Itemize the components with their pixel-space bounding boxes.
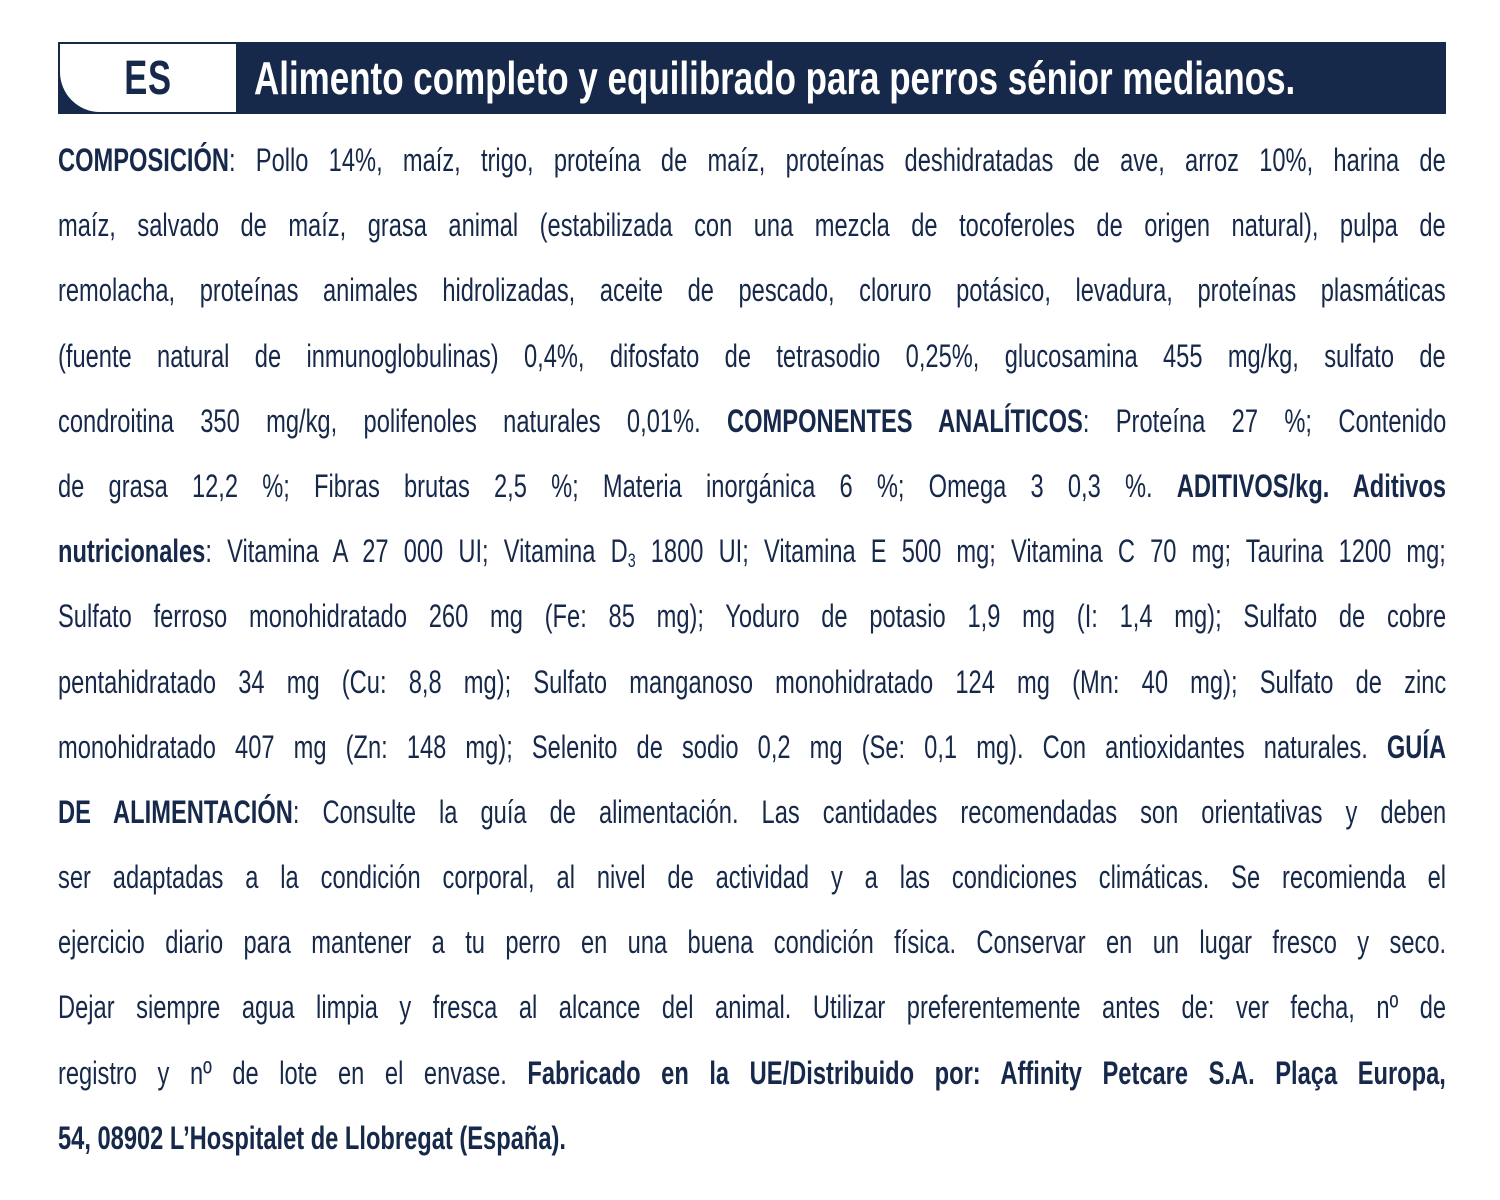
text-line-content	[58, 1106, 566, 1171]
text-line-content	[58, 128, 1446, 193]
text-line	[58, 910, 1446, 975]
text-line	[58, 258, 1446, 323]
product-title: Alimento completo y equilibrado para perros sénior medianos.	[254, 52, 1296, 104]
text-line	[58, 193, 1446, 258]
language-code: ES	[124, 51, 172, 105]
text-line	[58, 389, 1446, 454]
text-run: ser adaptadas a la condición corporal, al nivel de actividad y a las condiciones climáticas. Se recomienda el	[58, 859, 1447, 896]
bold-text-run: nutricionales	[58, 533, 206, 570]
text-run: Dejar siempre agua limpia y fresca al alcance del animal. Utilizar preferentemente antes de: ver fecha, nº de	[58, 989, 1447, 1026]
text-run: de grasa 12,2 %; Fibras brutas 2,5 %; Materia inorgánica 6 %; Omega 3 0,3 %.	[58, 467, 1177, 504]
text-run: Sulfato ferroso monohidratado 260 mg (Fe: 85 mg); Yoduro de potasio 1,9 mg (I: 1,4 mg); Sulfato de cobre	[58, 598, 1447, 635]
text-line-content	[58, 584, 1446, 649]
text-run: monohidratado 407 mg (Zn: 148 mg); Selenito de sodio 0,2 mg (Se: 0,1 mg). Con antioxidantes naturales.	[58, 728, 1387, 765]
text-line	[58, 324, 1446, 389]
bold-text-run: DE ALIMENTACIÓN	[58, 793, 293, 830]
bold-text-run: 54, 08902 L’Hospitalet de Llobregat (España).	[58, 1119, 566, 1156]
text-line	[58, 975, 1446, 1040]
text-run: : Vitamina A 27 000 UI; Vitamina D	[205, 533, 628, 570]
text-line	[58, 845, 1446, 910]
text-line-content	[58, 910, 1446, 975]
text-line-content	[58, 389, 1446, 454]
bold-text-run: ADITIVOS/kg. Aditivos	[1176, 467, 1447, 504]
text-run: condroitina 350 mg/kg, polifenoles naturales 0,01%.	[58, 402, 728, 439]
text-line	[58, 128, 1446, 193]
language-badge	[60, 44, 236, 112]
text-run: (fuente natural de inmunoglobulinas) 0,4%, difosfato de tetrasodio 0,25%, glucosamina 455 mg/kg, sulfato de	[58, 337, 1446, 374]
text-line	[58, 1106, 1446, 1171]
bold-text-run: COMPOSICIÓN	[58, 142, 230, 178]
text-line-content	[58, 845, 1446, 910]
bold-text-run: COMPONENTES ANALÍTICOS	[727, 402, 1083, 439]
text-run: maíz, salvado de maíz, grasa animal (estabilizada con una mezcla de tocoferoles de origen natural), pulpa de	[58, 207, 1446, 244]
text-run: pentahidratado 34 mg (Cu: 8,8 mg); Sulfato manganoso monohidratado 124 mg (Mn: 40 mg); Sulfato de zinc	[58, 663, 1447, 700]
text-run: : Consulte la guía de alimentación. Las cantidades recomendadas son orientativas y deben	[292, 793, 1447, 830]
text-line	[58, 650, 1446, 715]
text-line-content	[58, 780, 1446, 845]
text-line-content	[58, 519, 1446, 584]
text-line-content	[58, 715, 1446, 780]
text-line-content	[58, 258, 1446, 323]
text-run: : Pollo 14%, maíz, trigo, proteína de maíz, proteínas deshidratadas de ave, arroz 10%, harina de	[229, 142, 1446, 178]
text-run: 1800 UI; Vitamina E 500 mg; Vitamina C 70 mg; Taurina 1200 mg;	[635, 533, 1446, 570]
text-line	[58, 780, 1446, 845]
text-run: : Proteína 27 %; Contenido	[1082, 402, 1447, 439]
subscript: 3	[627, 550, 636, 572]
text-line-content	[58, 324, 1446, 389]
text-run: ejercicio diario para mantener a tu perro en una buena condición física. Conservar en un lugar fresco y seco.	[58, 924, 1447, 961]
label-header	[58, 42, 1446, 114]
label-body-text	[58, 128, 1446, 1171]
bold-text-run: Fabricado en la UE/Distribuido por: Affinity Petcare S.A. Plaça Europa,	[527, 1054, 1446, 1091]
text-line-content	[58, 193, 1446, 258]
text-line-content	[58, 650, 1446, 715]
text-line-content	[58, 975, 1446, 1040]
text-line-content	[58, 1041, 1446, 1106]
text-run: registro y nº de lote en el envase.	[58, 1054, 528, 1091]
text-line	[58, 454, 1446, 519]
text-line	[58, 584, 1446, 649]
text-line	[58, 519, 1446, 584]
text-line	[58, 1041, 1446, 1106]
text-run: remolacha, proteínas animales hidrolizadas, aceite de pescado, cloruro potásico, levadura, proteínas plasmáticas	[58, 272, 1446, 309]
text-line	[58, 715, 1446, 780]
text-line-content	[58, 454, 1446, 519]
bold-text-run: GUÍA	[1386, 728, 1447, 765]
